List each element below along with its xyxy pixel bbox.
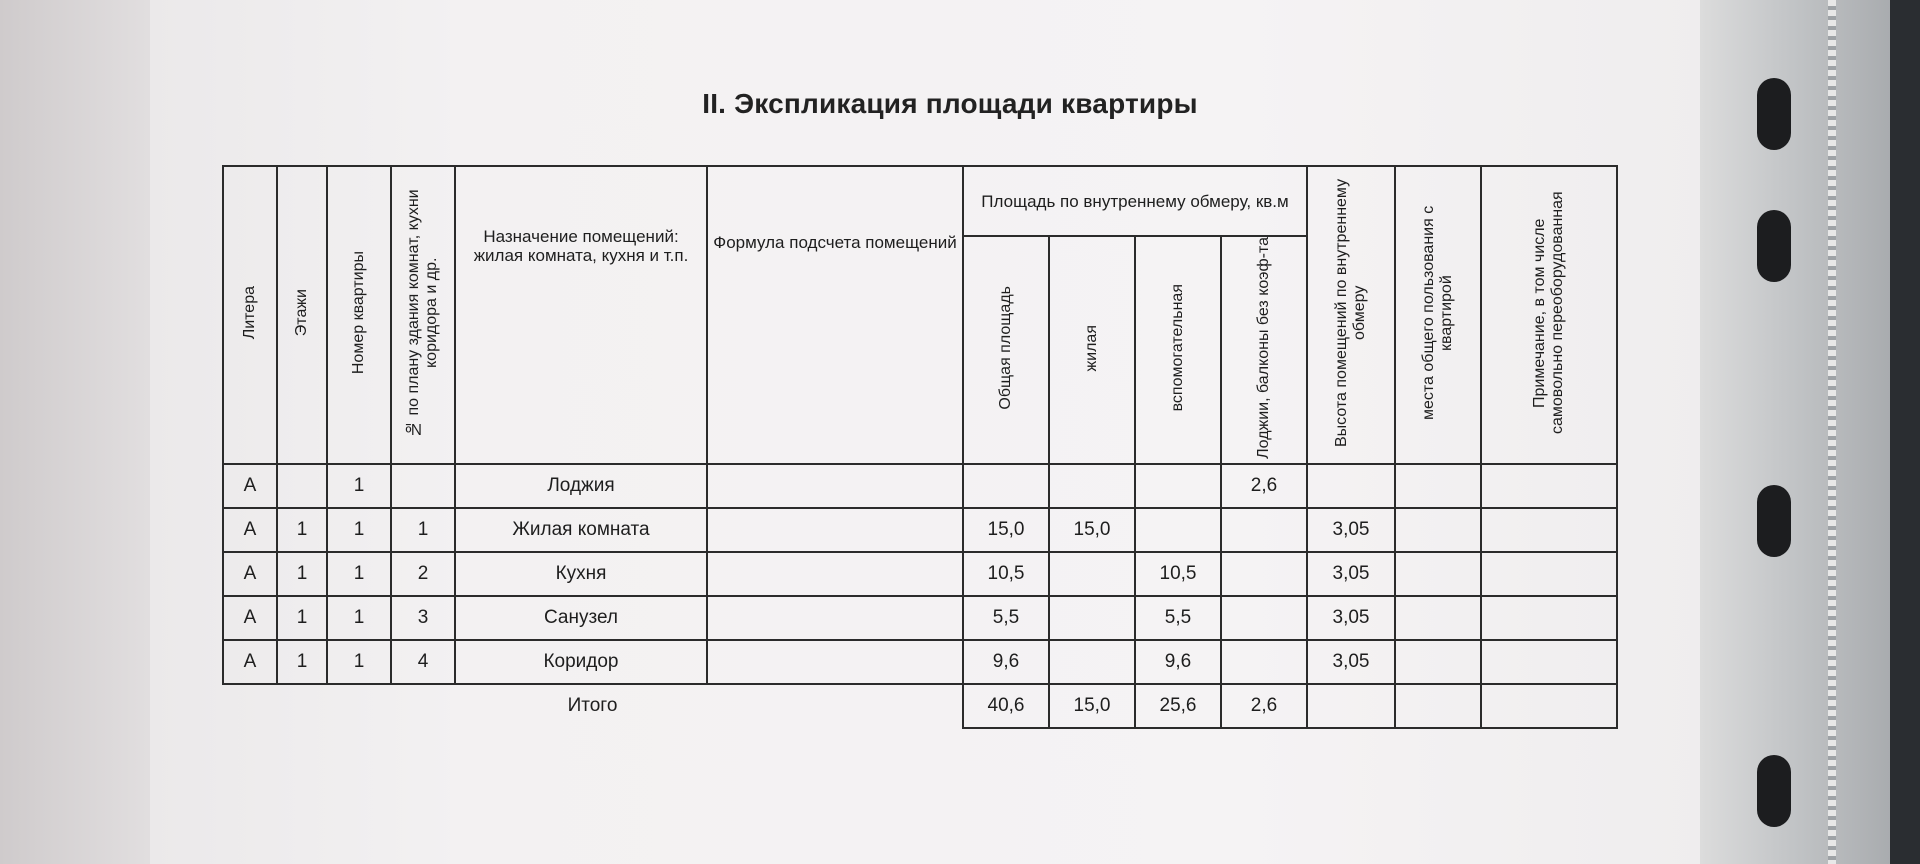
cell-floor xyxy=(277,464,327,508)
cell-loggia: 2,6 xyxy=(1221,464,1307,508)
cell-auxiliary xyxy=(1135,508,1221,552)
cell-formula xyxy=(707,640,963,684)
cell-plan-no: 1 xyxy=(391,508,455,552)
cell-living xyxy=(1049,596,1135,640)
cell-auxiliary: 5,5 xyxy=(1135,596,1221,640)
cell-litera: А xyxy=(223,464,277,508)
cell-common-use xyxy=(1395,508,1481,552)
cell-total-area: 5,5 xyxy=(963,596,1049,640)
header-plan-no: № по плану здания комнат, кухни коридора и др. xyxy=(391,166,455,464)
cell-total-area: 10,5 xyxy=(963,552,1049,596)
header-area-group: Площадь по внутреннему обмеру, кв.м xyxy=(963,166,1307,236)
cell-apartment: 1 xyxy=(327,596,391,640)
header-auxiliary: вспомогательная xyxy=(1135,236,1221,464)
cell-note xyxy=(1481,640,1617,684)
table-row xyxy=(223,552,1617,596)
header-floors: Этажи xyxy=(277,166,327,464)
cell-loggia xyxy=(1221,596,1307,640)
cell-note xyxy=(1481,508,1617,552)
cell-height: 3,05 xyxy=(1307,508,1395,552)
cell-loggia xyxy=(1221,640,1307,684)
cell-total-area: 15,0 xyxy=(963,508,1049,552)
table-row xyxy=(223,508,1617,552)
totals-label: Итого xyxy=(567,695,618,717)
cell-formula xyxy=(707,464,963,508)
cell-note xyxy=(1481,596,1617,640)
document-title: II. Экспликация площади квартиры xyxy=(702,88,1198,119)
table-row xyxy=(223,640,1617,684)
header-living: жилая xyxy=(1049,236,1135,464)
cell-auxiliary: 10,5 xyxy=(1135,552,1221,596)
cell-auxiliary: 9,6 xyxy=(1135,640,1221,684)
header-loggias: Лоджии, балконы без коэф-та xyxy=(1221,236,1307,464)
plastic-sleeve xyxy=(1700,0,1890,864)
cell-height: 3,05 xyxy=(1307,640,1395,684)
cell-common-use xyxy=(1395,596,1481,640)
explication-table xyxy=(222,165,1618,729)
cell-note xyxy=(1481,464,1617,508)
cell-height: 3,05 xyxy=(1307,552,1395,596)
totals-total-area: 40,6 xyxy=(963,684,1049,728)
cell-floor: 1 xyxy=(277,508,327,552)
header-common-use: места общего пользования с квартирой xyxy=(1395,166,1481,464)
cell-note xyxy=(1481,552,1617,596)
cell-purpose: Кухня xyxy=(455,552,707,596)
cell-plan-no xyxy=(391,464,455,508)
cell-total-area xyxy=(963,464,1049,508)
cell-loggia xyxy=(1221,552,1307,596)
totals-common-use xyxy=(1395,684,1481,728)
punch-hole xyxy=(1757,210,1791,282)
cell-purpose: Коридор xyxy=(455,640,707,684)
table-row xyxy=(223,464,1617,508)
cell-height xyxy=(1307,464,1395,508)
cell-purpose: Санузел xyxy=(455,596,707,640)
table-row xyxy=(223,596,1617,640)
header-total-area: Общая площадь xyxy=(963,236,1049,464)
cell-living xyxy=(1049,552,1135,596)
cell-height: 3,05 xyxy=(1307,596,1395,640)
cell-formula xyxy=(707,508,963,552)
cell-common-use xyxy=(1395,640,1481,684)
cell-floor: 1 xyxy=(277,552,327,596)
header-height: Высота помещений по внутреннему обмеру xyxy=(1307,166,1395,464)
header-row-top xyxy=(223,166,1617,236)
cell-auxiliary xyxy=(1135,464,1221,508)
cell-living xyxy=(1049,464,1135,508)
totals-note xyxy=(1481,684,1617,728)
cell-formula xyxy=(707,596,963,640)
totals-row xyxy=(223,684,1617,728)
cell-living xyxy=(1049,640,1135,684)
cell-litera: А xyxy=(223,508,277,552)
header-purpose: Назначение помещений: жилая комната, кухня и т.п. xyxy=(455,166,707,464)
cell-total-area: 9,6 xyxy=(963,640,1049,684)
cell-apartment: 1 xyxy=(327,508,391,552)
cell-common-use xyxy=(1395,552,1481,596)
totals-living: 15,0 xyxy=(1049,684,1135,728)
header-note: Примечание, в том числе самовольно переоборудованная xyxy=(1481,166,1617,464)
cell-common-use xyxy=(1395,464,1481,508)
cell-apartment: 1 xyxy=(327,552,391,596)
cell-purpose: Жилая комната xyxy=(455,508,707,552)
totals-height xyxy=(1307,684,1395,728)
punch-hole xyxy=(1757,78,1791,150)
punch-hole xyxy=(1757,755,1791,827)
cell-apartment: 1 xyxy=(327,640,391,684)
header-formula: Формула подсчета помещений xyxy=(707,166,963,464)
cell-plan-no: 2 xyxy=(391,552,455,596)
cell-plan-no: 3 xyxy=(391,596,455,640)
header-litera: Литера xyxy=(223,166,277,464)
cell-loggia xyxy=(1221,508,1307,552)
cell-plan-no: 4 xyxy=(391,640,455,684)
totals-auxiliary: 25,6 xyxy=(1135,684,1221,728)
cell-apartment: 1 xyxy=(327,464,391,508)
cell-floor: 1 xyxy=(277,640,327,684)
cell-litera: А xyxy=(223,596,277,640)
cell-litera: А xyxy=(223,552,277,596)
totals-loggia: 2,6 xyxy=(1221,684,1307,728)
sleeve-perforation xyxy=(1828,0,1836,864)
cell-purpose: Лоджия xyxy=(455,464,707,508)
cell-formula xyxy=(707,552,963,596)
header-apartment-no: Номер квартиры xyxy=(327,166,391,464)
cell-floor: 1 xyxy=(277,596,327,640)
cell-living: 15,0 xyxy=(1049,508,1135,552)
cell-litera: А xyxy=(223,640,277,684)
punch-hole xyxy=(1757,485,1791,557)
